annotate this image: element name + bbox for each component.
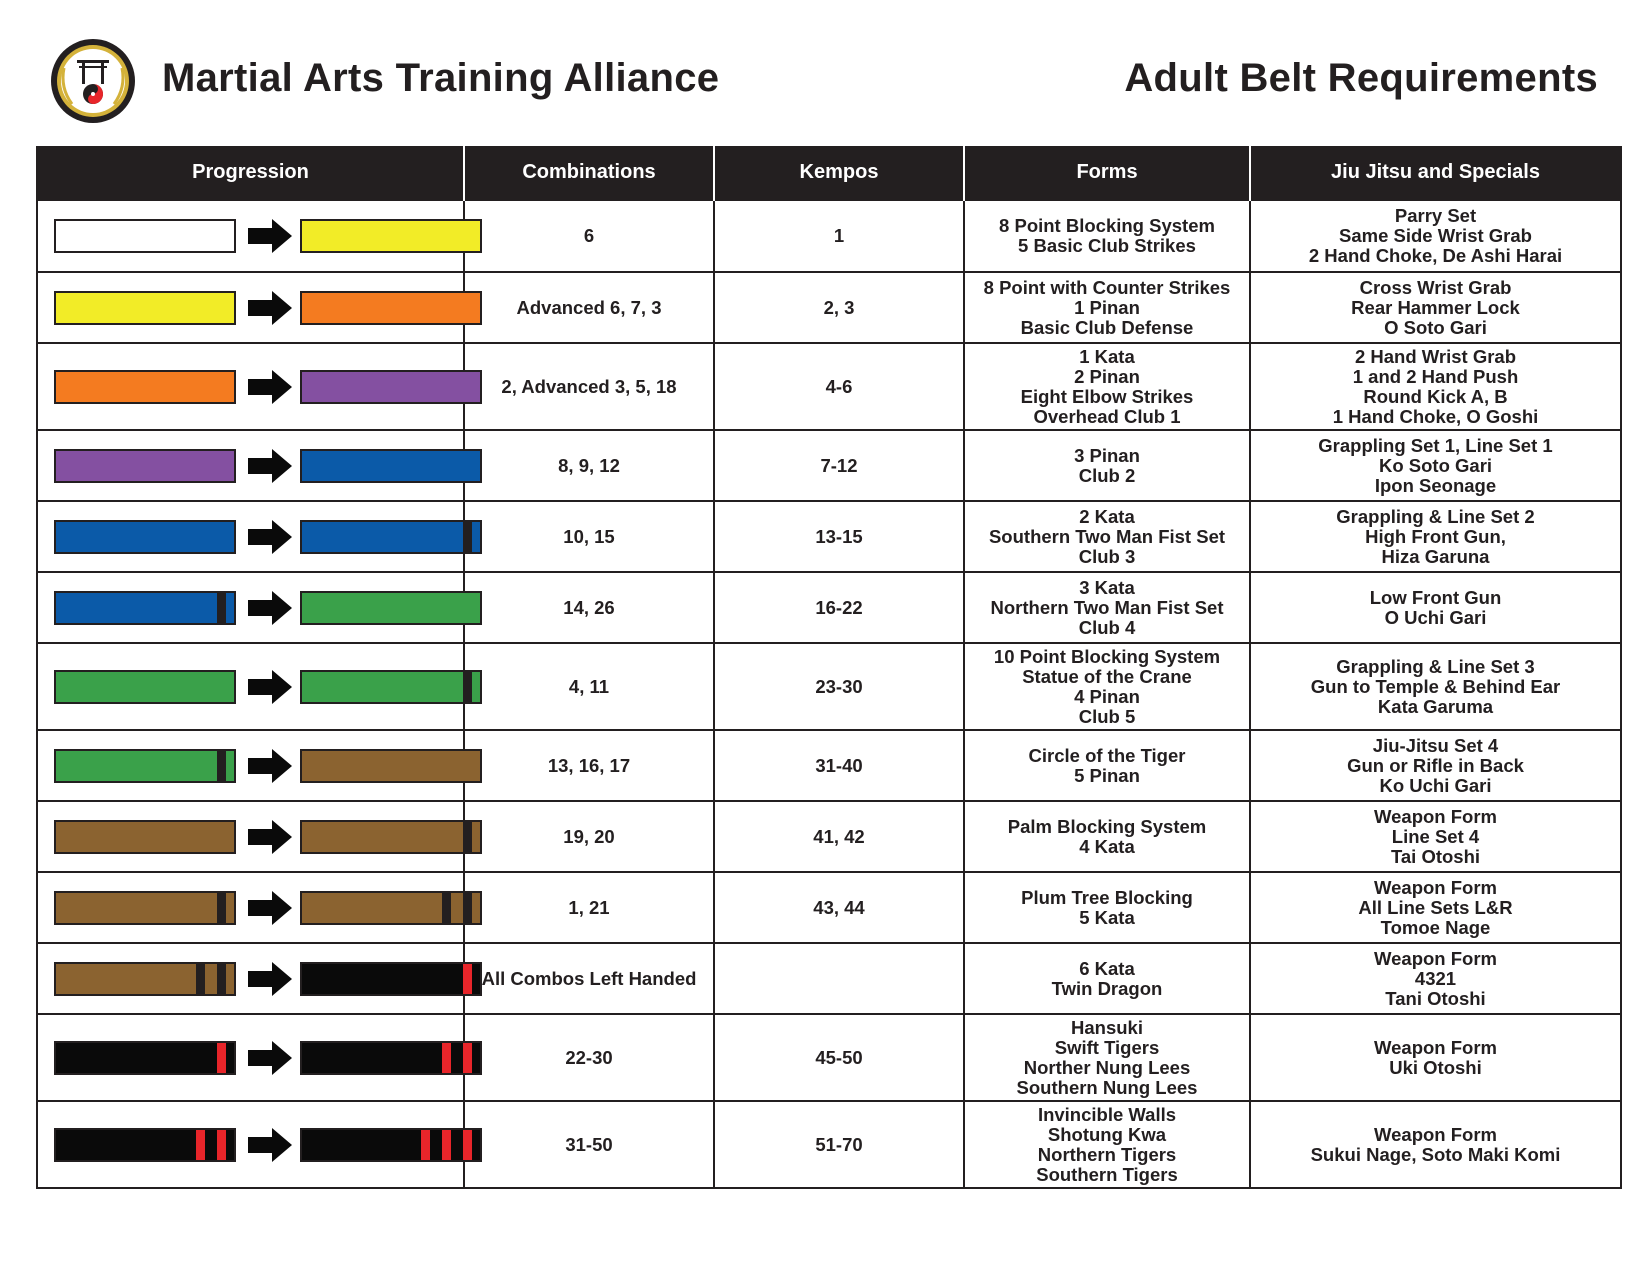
belt-stripe — [463, 672, 472, 702]
arrow-right-icon — [248, 219, 292, 253]
next-belt — [300, 820, 482, 854]
progression-cell — [37, 572, 464, 643]
forms-cell — [964, 801, 1250, 872]
form-line: Hansuki — [1071, 1016, 1143, 1038]
form-line: Plum Tree Blocking — [1021, 886, 1193, 908]
arrow-right-icon — [248, 820, 292, 854]
special-line: 2 Hand Wrist Grab — [1354, 345, 1517, 367]
combinations-cell — [464, 501, 714, 572]
specials-cell — [1250, 943, 1621, 1014]
table-body — [37, 200, 1621, 1188]
arrow-right-icon — [248, 370, 292, 404]
form-line: Club 5 — [1078, 705, 1136, 727]
kempo-line: 51-70 — [815, 1133, 863, 1155]
current-belt — [54, 749, 236, 783]
header-progression: Progression — [37, 146, 464, 200]
kempo-line: 41, 42 — [813, 825, 865, 847]
special-line: 2 Hand Choke, De Ashi Harai — [1308, 245, 1563, 266]
form-line: Northern Tigers — [1037, 1143, 1177, 1165]
current-belt — [54, 1128, 236, 1162]
header-forms: Forms — [964, 146, 1250, 200]
combination-line: All Combos Left Handed — [481, 967, 697, 989]
combinations-cell — [464, 943, 714, 1014]
progression-cell — [37, 200, 464, 272]
form-line: Shotung Kwa — [1047, 1123, 1167, 1145]
form-line: 2 Pinan — [1074, 365, 1140, 387]
form-line: Club 3 — [1078, 545, 1136, 567]
specials-cell — [1250, 200, 1621, 272]
arrow-right-icon — [248, 1041, 292, 1075]
belt-stripe — [217, 893, 226, 923]
form-line: Swift Tigers — [1054, 1036, 1160, 1058]
progression-cell — [37, 730, 464, 801]
next-belt — [300, 591, 482, 625]
progression-cell — [37, 430, 464, 501]
belt-stripe — [217, 593, 226, 623]
kempos-cell — [714, 430, 964, 501]
progression-cell — [37, 343, 464, 430]
special-line: High Front Gun, — [1365, 525, 1506, 547]
progression-cell — [37, 943, 464, 1014]
form-line: Northern Two Man Fist Set — [990, 596, 1224, 618]
special-line: Ko Soto Gari — [1378, 454, 1493, 476]
belt-stripe — [463, 1130, 472, 1160]
forms-cell — [964, 943, 1250, 1014]
arrow-right-icon — [248, 591, 292, 625]
current-belt — [54, 820, 236, 854]
forms-cell — [964, 272, 1250, 343]
table-row — [37, 801, 1621, 872]
combinations-cell — [464, 430, 714, 501]
current-belt — [54, 891, 236, 925]
belt-stripe — [217, 1043, 226, 1073]
progression-cell — [37, 801, 464, 872]
current-belt — [54, 219, 236, 253]
specials-cell — [1250, 501, 1621, 572]
forms-cell — [964, 430, 1250, 501]
progression-cell — [37, 272, 464, 343]
kempo-line: 13-15 — [815, 525, 863, 547]
progression-cell — [37, 643, 464, 730]
belt-requirements-table — [36, 146, 1622, 1189]
next-belt — [300, 962, 482, 996]
special-line: Grappling & Line Set 2 — [1336, 505, 1535, 527]
arrow-right-icon — [248, 670, 292, 704]
belt-stripe — [421, 1130, 430, 1160]
belt-stripe — [463, 964, 472, 994]
combination-line: 19, 20 — [563, 825, 615, 847]
form-line: Southern Tigers — [1036, 1163, 1178, 1185]
combination-line: 31-50 — [565, 1133, 613, 1155]
combination-line: 14, 26 — [563, 596, 615, 618]
form-line: 8 Point with Counter Strikes — [983, 276, 1231, 298]
special-line: Line Set 4 — [1391, 825, 1480, 847]
specials-cell — [1250, 643, 1621, 730]
current-belt — [54, 370, 236, 404]
combinations-cell — [464, 272, 714, 343]
header-combinations: Combinations — [464, 146, 714, 200]
specials-cell — [1250, 1014, 1621, 1101]
form-line: 5 Basic Club Strikes — [1018, 235, 1196, 256]
united-martial-arts-seal-icon — [50, 38, 136, 124]
belt-stripe — [442, 893, 451, 923]
combinations-cell — [464, 1101, 714, 1188]
form-line: 2 Kata — [1079, 505, 1135, 527]
belt-stripe — [217, 964, 226, 994]
form-line: 1 Pinan — [1074, 296, 1140, 318]
special-line: Tani Otoshi — [1385, 987, 1486, 1009]
special-line: Sukui Nage, Soto Maki Komi — [1310, 1143, 1561, 1165]
combination-line: 4, 11 — [568, 675, 610, 697]
forms-cell — [964, 872, 1250, 943]
form-line: 10 Point Blocking System — [993, 645, 1221, 667]
belt-stripe — [463, 822, 472, 852]
page-header — [0, 0, 1650, 148]
kempos-cell — [714, 343, 964, 430]
combination-line: 13, 16, 17 — [547, 754, 631, 776]
belt-stripe — [463, 522, 472, 552]
arrow-right-icon — [248, 520, 292, 554]
kempo-line: 43, 44 — [813, 896, 865, 918]
form-line: 4 Kata — [1079, 835, 1135, 857]
belt-stripe — [442, 1043, 451, 1073]
special-line: Weapon Form — [1374, 876, 1497, 898]
organization-title: Martial Arts Training Alliance — [162, 56, 720, 100]
combinations-cell — [464, 200, 714, 272]
form-line: Eight Elbow Strikes — [1020, 385, 1194, 407]
special-line: Tomoe Nage — [1380, 916, 1491, 938]
combinations-cell — [464, 343, 714, 430]
kempos-cell — [714, 200, 964, 272]
belt-stripe — [196, 1130, 205, 1160]
form-line: 3 Pinan — [1074, 444, 1140, 466]
combination-line: 6 — [583, 225, 595, 246]
next-belt — [300, 520, 482, 554]
form-line: 4 Pinan — [1074, 685, 1140, 707]
progression-cell — [37, 1101, 464, 1188]
kempos-cell — [714, 1101, 964, 1188]
form-line: 5 Pinan — [1074, 764, 1140, 786]
kempos-cell — [714, 272, 964, 343]
special-line: All Line Sets L&R — [1358, 896, 1513, 918]
current-belt — [54, 670, 236, 704]
header-kempos: Kempos — [714, 146, 964, 200]
special-line: Round Kick A, B — [1363, 385, 1508, 407]
kempos-cell — [714, 801, 964, 872]
special-line: Kata Garuma — [1377, 695, 1494, 717]
form-line: 8 Point Blocking System — [999, 215, 1215, 236]
current-belt — [54, 449, 236, 483]
special-line: Ko Uchi Gari — [1379, 774, 1492, 796]
special-line: Weapon Form — [1374, 1123, 1497, 1145]
kempos-cell — [714, 872, 964, 943]
combination-line: Advanced 6, 7, 3 — [516, 296, 662, 318]
current-belt — [54, 291, 236, 325]
next-belt — [300, 670, 482, 704]
combinations-cell — [464, 1014, 714, 1101]
current-belt — [54, 962, 236, 996]
special-line: Weapon Form — [1374, 947, 1497, 969]
special-line: Hiza Garuna — [1381, 545, 1490, 567]
arrow-right-icon — [248, 291, 292, 325]
special-line: Ipon Seonage — [1374, 474, 1497, 496]
kempo-line: 45-50 — [815, 1046, 863, 1068]
forms-cell — [964, 1101, 1250, 1188]
next-belt — [300, 291, 482, 325]
special-line: Same Side Wrist Grab — [1339, 225, 1532, 246]
combination-line: 8, 9, 12 — [558, 454, 620, 476]
specials-cell — [1250, 1101, 1621, 1188]
document-title: Adult Belt Requirements — [1124, 56, 1598, 100]
special-line: Rear Hammer Lock — [1351, 296, 1520, 318]
table-row — [37, 200, 1621, 272]
table-header-row — [37, 146, 1621, 200]
special-line: Weapon Form — [1374, 805, 1497, 827]
current-belt — [54, 520, 236, 554]
combinations-cell — [464, 572, 714, 643]
special-line: Gun to Temple & Behind Ear — [1310, 675, 1561, 697]
special-line: 4321 — [1414, 967, 1457, 989]
kempos-cell — [714, 643, 964, 730]
next-belt — [300, 370, 482, 404]
kempo-line: 16-22 — [815, 596, 863, 618]
specials-cell — [1250, 730, 1621, 801]
special-line: Cross Wrist Grab — [1359, 276, 1512, 298]
arrow-right-icon — [248, 962, 292, 996]
form-line: Club 2 — [1078, 464, 1136, 486]
table-row — [37, 430, 1621, 501]
special-line: Weapon Form — [1374, 1036, 1497, 1058]
special-line: Parry Set — [1394, 205, 1477, 226]
form-line: Twin Dragon — [1051, 977, 1163, 999]
specials-cell — [1250, 272, 1621, 343]
specials-cell — [1250, 572, 1621, 643]
kempos-cell — [714, 572, 964, 643]
form-line: Palm Blocking System — [1007, 815, 1207, 837]
table-row — [37, 572, 1621, 643]
forms-cell — [964, 501, 1250, 572]
forms-cell — [964, 730, 1250, 801]
special-line: 1 Hand Choke, O Goshi — [1332, 405, 1539, 427]
form-line: Statue of the Crane — [1022, 665, 1192, 687]
form-line: Southern Two Man Fist Set — [988, 525, 1226, 547]
belt-stripe — [217, 751, 226, 781]
combinations-cell — [464, 730, 714, 801]
kempo-line: 4-6 — [825, 375, 853, 397]
combination-line: 22-30 — [565, 1046, 613, 1068]
forms-cell — [964, 643, 1250, 730]
table-row — [37, 943, 1621, 1014]
combinations-cell — [464, 643, 714, 730]
kempo-line: 2, 3 — [823, 296, 855, 318]
combination-line: 1, 21 — [568, 896, 610, 918]
form-line: 5 Kata — [1079, 906, 1135, 928]
forms-cell — [964, 343, 1250, 430]
combinations-cell — [464, 872, 714, 943]
combination-line: 10, 15 — [563, 525, 615, 547]
special-line: Tai Otoshi — [1390, 845, 1481, 867]
specials-cell — [1250, 801, 1621, 872]
combinations-cell — [464, 801, 714, 872]
next-belt — [300, 749, 482, 783]
forms-cell — [964, 200, 1250, 272]
special-line: Grappling & Line Set 3 — [1336, 655, 1535, 677]
table-row — [37, 501, 1621, 572]
table-row — [37, 343, 1621, 430]
next-belt — [300, 219, 482, 253]
kempos-cell — [714, 501, 964, 572]
header-specials: Jiu Jitsu and Specials — [1250, 146, 1621, 200]
arrow-right-icon — [248, 449, 292, 483]
special-line: Gun or Rifle in Back — [1347, 754, 1524, 776]
kempo-line: 7-12 — [820, 454, 858, 476]
special-line: Low Front Gun — [1369, 586, 1502, 608]
progression-cell — [37, 501, 464, 572]
form-line: Southern Nung Lees — [1016, 1076, 1198, 1098]
progression-cell — [37, 1014, 464, 1101]
special-line: O Uchi Gari — [1384, 606, 1487, 628]
kempo-line: 23-30 — [815, 675, 863, 697]
form-line: Overhead Club 1 — [1033, 405, 1181, 427]
form-line: Basic Club Defense — [1020, 316, 1194, 338]
form-line: Norther Nung Lees — [1023, 1056, 1191, 1078]
progression-cell — [37, 872, 464, 943]
kempos-cell — [714, 730, 964, 801]
kempo-line: 1 — [833, 225, 845, 246]
table-row — [37, 1014, 1621, 1101]
next-belt — [300, 1041, 482, 1075]
special-line: O Soto Gari — [1384, 316, 1487, 338]
belt-stripe — [463, 893, 472, 923]
combination-line: 2, Advanced 3, 5, 18 — [501, 375, 677, 397]
kempo-line: 31-40 — [815, 754, 863, 776]
table-row — [37, 643, 1621, 730]
belt-stripe — [196, 964, 205, 994]
form-line: 6 Kata — [1079, 957, 1135, 979]
current-belt — [54, 1041, 236, 1075]
specials-cell — [1250, 343, 1621, 430]
next-belt — [300, 449, 482, 483]
form-line: Invincible Walls — [1037, 1103, 1177, 1125]
kempos-cell — [714, 943, 964, 1014]
current-belt — [54, 591, 236, 625]
form-line: 1 Kata — [1079, 345, 1135, 367]
special-line: Jiu-Jitsu Set 4 — [1372, 734, 1499, 756]
arrow-right-icon — [248, 749, 292, 783]
table-row — [37, 730, 1621, 801]
form-line: 3 Kata — [1079, 576, 1135, 598]
next-belt — [300, 891, 482, 925]
belt-stripe — [442, 1130, 451, 1160]
next-belt — [300, 1128, 482, 1162]
specials-cell — [1250, 430, 1621, 501]
table-row — [37, 1101, 1621, 1188]
forms-cell — [964, 1014, 1250, 1101]
special-line: Grappling Set 1, Line Set 1 — [1318, 434, 1553, 456]
form-line: Club 4 — [1078, 616, 1136, 638]
form-line: Circle of the Tiger — [1028, 744, 1186, 766]
belt-stripe — [463, 1043, 472, 1073]
table-row — [37, 272, 1621, 343]
special-line: Uki Otoshi — [1389, 1056, 1482, 1078]
table-row — [37, 872, 1621, 943]
forms-cell — [964, 572, 1250, 643]
arrow-right-icon — [248, 891, 292, 925]
arrow-right-icon — [248, 1128, 292, 1162]
belt-stripe — [217, 1130, 226, 1160]
special-line: 1 and 2 Hand Push — [1352, 365, 1519, 387]
specials-cell — [1250, 872, 1621, 943]
kempos-cell — [714, 1014, 964, 1101]
